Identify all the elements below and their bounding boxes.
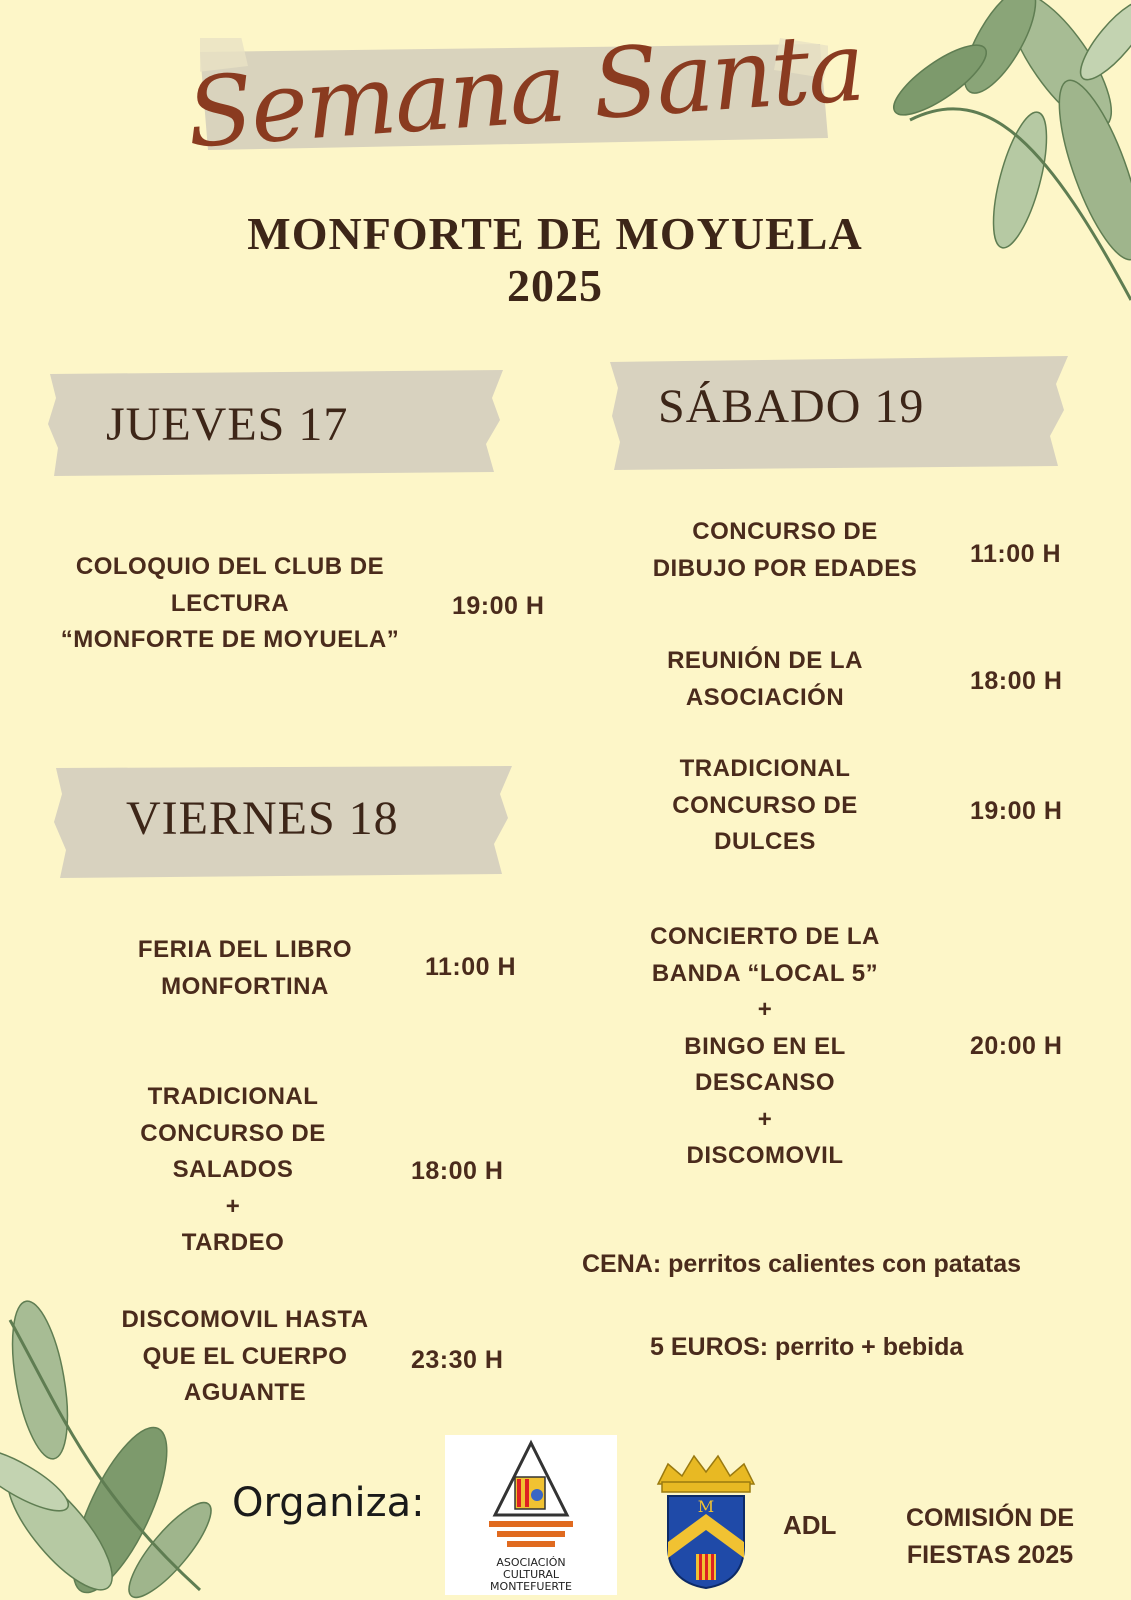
event-line: TRADICIONAL (679, 755, 851, 782)
adl-label: ADL (783, 1510, 837, 1540)
mountain-logo-icon (445, 1435, 617, 1553)
event-line: BANDA “LOCAL 5” (651, 959, 879, 987)
town-and-year (120, 208, 990, 312)
event-line: LECTURA (170, 589, 290, 617)
asociacion-cultural-logo (445, 1435, 617, 1595)
event-friday-1 (110, 932, 380, 1005)
year: 2025 (507, 260, 603, 311)
event-time: 20:00 H (970, 1032, 1063, 1060)
logo-caption-line: MONTEFUERTE (490, 1580, 572, 1593)
comision-fiestas (880, 1500, 1100, 1574)
event-line: DULCES (714, 828, 816, 855)
event-line: SALADOS (172, 1156, 294, 1183)
event-time: 11:00 H (970, 540, 1062, 568)
event-line: CONCURSO DE (140, 1119, 326, 1147)
dinner-text: perritos calientes con patatas (668, 1250, 1022, 1278)
event-line: DESCANSO (694, 1069, 836, 1096)
logo-caption-line: ASOCIACIÓN (496, 1556, 566, 1569)
event-line: “MONFORTE DE MOYUELA” (60, 626, 400, 653)
event-line: CONCIERTO DE LA (650, 923, 880, 950)
day-label-thursday: JUEVES 17 (106, 397, 349, 451)
logo-caption-line: CULTURAL (503, 1568, 559, 1581)
event-saturday-3 (625, 751, 905, 861)
event-line: FERIA DEL LIBRO (137, 936, 353, 963)
event-line: TRADICIONAL (147, 1083, 319, 1110)
event-line: DISCOMOVIL HASTA (121, 1306, 369, 1333)
price-info (650, 1333, 963, 1362)
event-line: COLOQUIO DEL CLUB DE (75, 553, 385, 580)
day-banner-thursday (48, 368, 508, 480)
dinner-info (582, 1250, 1021, 1279)
comision-line: FIESTAS 2025 (906, 1541, 1074, 1569)
event-line: ASOCIACIÓN (685, 683, 845, 711)
comision-line: COMISIÓN DE (905, 1504, 1075, 1532)
event-line: CONCURSO DE (672, 791, 858, 819)
town-name: MONFORTE DE MOYUELA (247, 208, 863, 259)
event-line: QUE EL CUERPO (142, 1342, 348, 1370)
price-text: perrito + bebida (775, 1333, 964, 1361)
event-time: 11:00 H (425, 953, 517, 981)
event-line: DISCOMOVIL (686, 1142, 844, 1169)
event-saturday-1 (620, 514, 950, 587)
event-friday-3 (90, 1302, 400, 1412)
event-time: 19:00 H (970, 797, 1063, 825)
event-time: 18:00 H (970, 667, 1063, 695)
event-line: TARDEO (181, 1229, 285, 1256)
event-friday-2 (100, 1079, 366, 1262)
municipal-coat-of-arms-icon (648, 1450, 764, 1590)
event-line: AGUANTE (183, 1379, 307, 1406)
event-line: MONFORTINA (161, 972, 329, 1000)
event-line: + (757, 996, 773, 1023)
event-time: 18:00 H (411, 1157, 504, 1185)
day-banner-friday (54, 764, 514, 880)
price-label: 5 EUROS: (650, 1333, 769, 1361)
event-line: + (225, 1192, 241, 1220)
event-line: BINGO EN EL (684, 1032, 846, 1060)
dinner-label: CENA: (582, 1250, 662, 1278)
event-thursday-1 (30, 549, 430, 659)
event-line: REUNIÓN DE LA (667, 647, 863, 674)
event-line: + (757, 1105, 773, 1133)
event-saturday-4 (615, 919, 915, 1175)
event-line: CONCURSO DE (692, 518, 878, 545)
day-label-friday: VIERNES 18 (126, 791, 399, 845)
organiza-label: Organiza: (232, 1480, 425, 1526)
svg-text:M: M (697, 1497, 715, 1516)
event-title-script: Semana Santa (183, 10, 867, 170)
day-banner-saturday (610, 356, 1070, 472)
event-time: 19:00 H (452, 592, 545, 620)
event-time: 23:30 H (411, 1346, 504, 1374)
event-saturday-2 (625, 643, 905, 716)
day-label-saturday: SÁBADO 19 (658, 379, 925, 433)
event-line: DIBUJO POR EDADES (652, 554, 918, 582)
